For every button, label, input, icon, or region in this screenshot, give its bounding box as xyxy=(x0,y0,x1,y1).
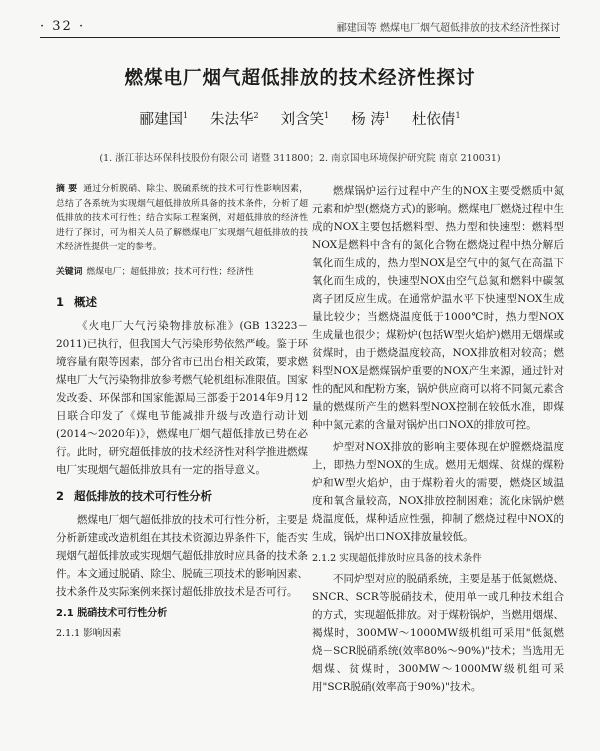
author: 刘含笑$^1$ xyxy=(280,111,330,128)
section-heading: 2 超低排放的技术可行性分析 xyxy=(56,488,213,503)
page-number: · 32 · xyxy=(40,19,86,34)
section-heading: 1 概述 xyxy=(56,294,98,309)
author-list xyxy=(40,108,560,129)
paragraph: 炉型对NOX排放的影响主要体现在炉膛燃烧温度上，即热力型NOX的生成。燃用无烟煤、贫煤的煤粉炉和W型火焰炉，由于煤粉着火的需要，燃烧区域温度和氧含量较高，NOX排放控制困难；流化床锅炉燃烧温度低，煤种适应性强，抑制了燃烧过程中NOX的生成，锅炉出口NOX排放量较低。 xyxy=(312,441,564,543)
abstract-label: 摘 要 xyxy=(56,184,78,194)
left-column xyxy=(56,182,308,645)
subsubsection-heading: 2.1.2 实现超低排放时应具备的技术条件 xyxy=(312,553,482,564)
keywords xyxy=(56,265,308,279)
paragraph: 燃煤电厂烟气超低排放的技术可行性分析，主要是分析新建或改造机组在其技术资源边界条件下，能否实现烟气超低排放或实现烟气超低排放时应具备的技术条件。本文通过脱硝、除尘、脱硫三项技术的影响因素、技术条件及实际案例来探讨超低排放技术是否可行。 xyxy=(56,513,308,598)
abstract xyxy=(56,182,308,255)
keywords-label: 关键词 xyxy=(56,266,83,277)
author: 杜依倩$^1$ xyxy=(411,111,461,128)
abstract-text: 通过分析脱硝、除尘、脱硫系统的技术可行性影响因素，总结了各系统为实现烟气超低排放所具备的技术条件，分析了超低排放的技术可行性；结合实际工程案例，对超低排放的经济性进行了探讨，可为相关人员了解燃煤电厂实现烟气超低排放的技术经济性提供一定的参考。 xyxy=(56,184,308,252)
keywords-text: 燃煤电厂；超低排放；技术可行性；经济性 xyxy=(86,266,254,277)
paragraph: 《火电厂大气污染物排放标准》(GB 13223－2011)已执行，但我国大气污染形势依然严峻。鉴于环境容量有限等因素，部分省市已出台相关政策，要求燃煤电厂大气污染物排放参考燃气轮机组标准限值。国家发改委、环保部和国家能源局三部委于2014年9月12日联合印发了《煤电节能减排升级与改造行动计划(2014～2020年)》，燃煤电厂烟气超低排放已势在必行。此时，研究超低排放的技术经济性对科学推进燃煤电厂实现烟气超低排放具有一定的指导意义。 xyxy=(56,319,308,476)
affiliation: (1. 浙江菲达环保科技股份有限公司 诸暨 311800；2. 南京国电环境保护研究院 南京 210031) xyxy=(99,153,501,164)
running-header xyxy=(40,8,560,38)
right-column xyxy=(312,182,564,700)
article-title: 燃煤电厂烟气超低排放的技术经济性探讨 xyxy=(124,68,476,89)
author: 朱法华$^2$ xyxy=(210,111,259,128)
author: 杨 涛$^1$ xyxy=(351,111,390,128)
subsubsection-heading: 2.1.1 影响因素 xyxy=(56,627,122,639)
running-title: 郦建国等 燃煤电厂烟气超低排放的技术经济性探讨 xyxy=(336,23,560,34)
author: 郦建国$^1$ xyxy=(139,111,189,128)
paragraph: 不同炉型对应的脱硝系统，主要是基于低氮燃烧、SNCR、SCR等脱硝技术，使用单一或几种技术组合的方式，实现超低排放。对于煤粉锅炉，当燃用烟煤、褐煤时，300MW～1000MW级机组可采用"低氮燃烧－SCR脱硝系统(效率80%～90%)"技术；当选用无烟煤、贫煤时，300MW～1000MW级机组可采用"SCR脱硝(效率高于90%)"技术。 xyxy=(312,573,564,693)
subsection-heading: 2.1 脱硝技术可行性分析 xyxy=(56,607,168,619)
paragraph: 燃煤锅炉运行过程中产生的NOX主要受燃质中氮元素和炉型(燃烧方式)的影响。燃煤电厂燃烧过程中生成的NOX主要包括燃料型、热力型和快速型：燃料型NOX是燃料中含有的氮化合物在燃烧过程中热分解后氧化而生成的，热力型NOX是空气中的氮气在高温下氧化而生成的，快速型NOX由空气总氮和燃料中碳氢离子团反应生成。在通常炉温水平下快速型NOX生成量比较少；当燃烧温度低于1000℃时，热力型NOX生成量也很少；煤粉炉(包括W型火焰炉)燃用无烟煤或贫煤时，由于燃烧温度较高，NOX排放相对较高；燃料型NOX是燃煤锅炉重要的NOX产生来源，通过针对性的配风和配粉方案，锅炉供应商可以将不同氮元素含量的燃煤所产生的燃料型NOX控制在较低水准，即煤种中氮元素的含量对锅炉出口NOX的排放可控。 xyxy=(312,185,564,431)
